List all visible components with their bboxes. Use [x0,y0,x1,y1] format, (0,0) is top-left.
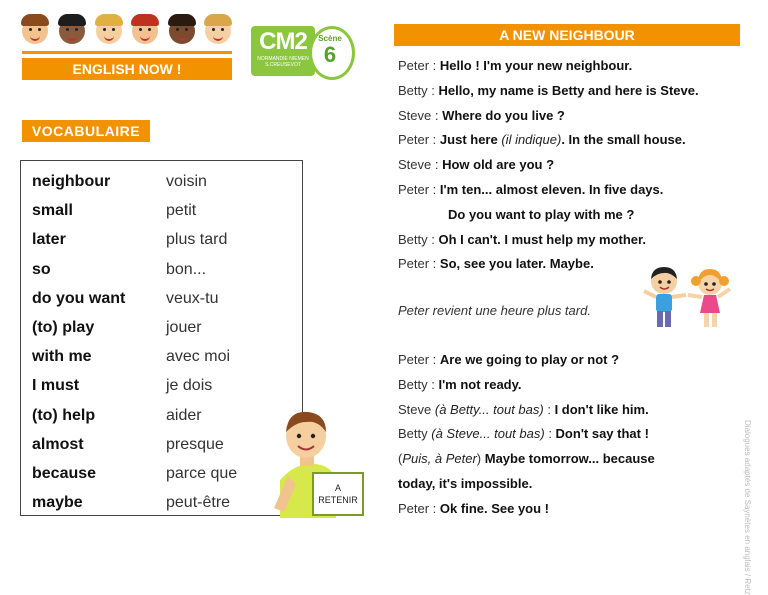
dialogue-text: Oh I can't. I must help my mother. [438,231,646,247]
vocab-french: parce que [166,465,238,482]
children-icon [642,265,738,337]
scene-label: Scène [318,34,342,43]
dialogue-line [398,108,565,123]
dialogue-line [398,132,686,147]
dialogue-text: today, it's impossible. [398,476,533,491]
logo-subtitle: NORMANDIE NIEMEN S.CREUSEVOT [257,56,309,68]
dialogue-speaker: Peter : [398,500,440,516]
dialogue-text: Do you want to play with me ? [448,206,635,222]
dialogue-text: I'm ten... almost eleven. In five days. [439,182,664,197]
girl-face-icon [169,18,195,44]
dialogue-line [398,83,699,98]
dialogue-line [398,182,663,197]
dialogue-speaker: Betty : [398,376,439,392]
vocab-row [21,465,304,493]
vocab-row [21,231,304,259]
vocab-row [21,377,304,405]
vocabulary-title: VOCABULAIRE [22,120,150,142]
dialogue-aside: (à Betty... tout bas) [434,401,544,417]
girl-face-icon [59,18,85,44]
dialogue-line [398,451,655,466]
dialogue-speaker: Steve : [398,107,443,123]
dialogue-aside: Puis, à Peter [402,451,477,467]
dialogue-speaker: Peter : [398,256,440,272]
vocab-french: bon... [166,260,207,278]
dialogue-aside: (à Steve... tout bas) [431,426,545,442]
vocab-row [21,173,304,201]
dialogue-text: So, see you later. Maybe. [439,256,594,272]
dialogue-speaker: Steve [398,401,435,417]
dialogue-text: Ok fine. See you ! [439,500,550,516]
vocab-french: petit [166,202,197,220]
boy-face-icon [132,18,158,44]
dialogue-speaker: Peter : [398,352,440,367]
dialogue-text: Are we going to play or not ? [439,352,620,367]
dialogue-text: Maybe tomorrow... because [484,451,655,467]
dialogue-line [398,377,522,392]
vocab-english: (to) help [32,406,96,424]
dialogue-line [398,476,532,491]
character-faces [22,18,232,50]
dialogue-speaker: Peter : [398,132,440,148]
vocab-french: jouer [166,319,202,336]
dialogue-text: Where do you live ? [442,107,565,123]
vocab-row [21,261,304,289]
dialogue-speaker: Betty : [398,82,439,98]
vocab-english: (to) play [32,319,95,336]
dialogue-line [398,58,632,73]
vocab-row [21,290,304,318]
vocab-row [21,348,304,376]
dialogue-line [398,501,549,516]
vocab-row [21,436,304,464]
dialogue-speaker: Peter : [398,58,440,73]
dialogue-line [398,256,594,271]
dialogue-aside: (il indique) [497,132,562,148]
vocab-french: plus tard [166,231,228,249]
kids-illustration [642,265,738,337]
dialogue-text: I don't like him. [554,401,649,417]
boy-illustration [266,400,368,518]
vocab-row [21,319,304,347]
dialogue-text: Hello, my name is Betty and here is Steve. [438,82,699,98]
dialogue-text: How old are you ? [442,157,555,173]
dialogue-title: A NEW NEIGHBOUR [394,24,740,46]
dialogue-line [398,352,619,367]
dialogue-line [448,207,634,222]
dialogue-speaker: Steve : [398,157,443,173]
vocab-french: voisin [166,173,207,190]
vocab-row [21,202,304,230]
retenir-sign: A RETENIR [312,472,364,516]
credit-text: Dialogues adaptés de Saynètes en anglais / Retz [743,420,752,595]
dialogue-speaker: : [543,401,555,417]
brand-banner: ENGLISH NOW ! [22,58,232,80]
vocab-french: avec moi [166,348,231,366]
dialogue-speaker: Betty : [398,231,439,247]
dialogue-line [398,232,646,247]
vocab-french: aider [166,406,202,424]
dialogue-speaker: Betty [398,426,432,442]
vocab-french: veux-tu [166,289,219,307]
vocab-french: peut-être [166,494,231,512]
vocab-english: maybe [32,494,83,512]
vocab-english: so [32,260,51,278]
dialogue-line [398,157,554,172]
dialogue-line [398,426,649,441]
logo-cm2: CM2 [259,28,307,55]
dialogue-text: Don't say that ! [555,426,649,442]
vocab-english: later [32,231,66,249]
vocab-english: with me [32,348,92,366]
vocab-english: neighbour [32,173,111,190]
dialogue-speaker: ) [476,451,485,467]
dialogue-speaker: Peter : [398,182,440,197]
narration: Peter revient une heure plus tard. [398,303,591,318]
vocab-row [21,494,304,522]
vocab-french: presque [166,435,224,453]
boy-face-icon [96,18,122,44]
vocab-english: I must [32,377,80,395]
dialogue-line [398,402,649,417]
dialogue-text: I'm not ready. [438,376,522,392]
boy-face-icon [22,18,48,44]
vocab-english: almost [32,435,84,453]
header-divider [22,51,232,54]
cm2-logo [251,24,349,78]
vocab-row [21,407,304,435]
dialogue-speaker: : [544,426,556,442]
vocab-english: do you want [32,289,126,307]
vocab-french: je dois [166,377,213,395]
boy-face-icon [205,18,231,44]
dialogue-text: Hello ! I'm your new neighbour. [439,58,633,73]
dialogue-text: Just here [439,132,498,148]
vocabulary-box [20,160,303,516]
dialogue-text: . In the small house. [561,132,686,148]
vocab-english: small [32,202,73,220]
scene-number: 6 [323,42,337,67]
vocab-english: because [32,465,97,482]
dialogue-speaker: ( [398,451,403,467]
